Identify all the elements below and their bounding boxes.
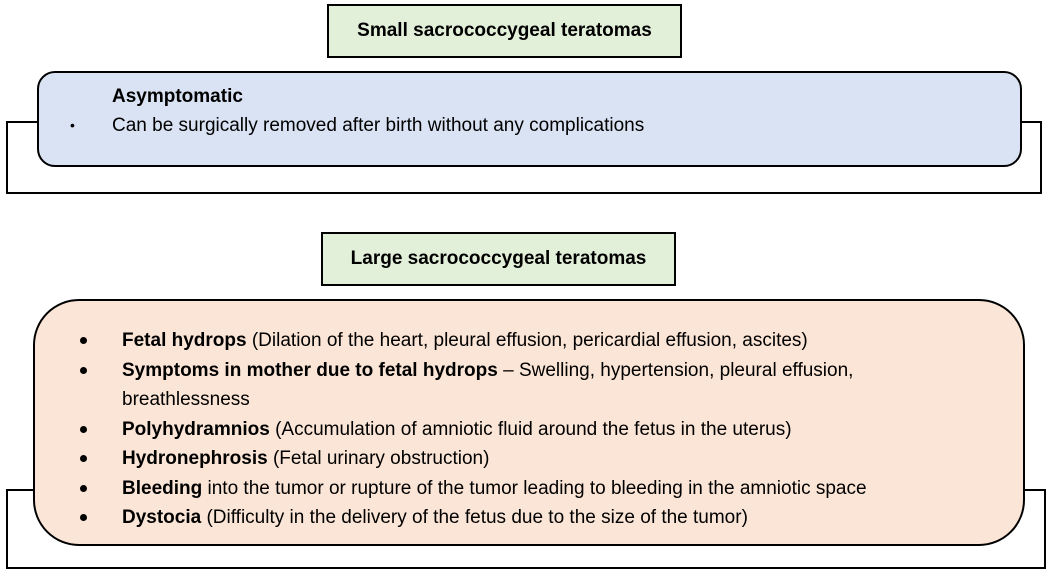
bullet-icon bbox=[80, 514, 87, 521]
bullet-icon bbox=[80, 485, 87, 492]
bullet-icon bbox=[80, 367, 87, 374]
list-item-continuation: breathlessness bbox=[122, 389, 250, 410]
large-section-list bbox=[122, 326, 1002, 533]
small-section-title-text: Small sacrococcygeal teratomas bbox=[357, 20, 652, 41]
small-section-heading: Asymptomatic bbox=[112, 86, 243, 107]
list-item: Polyhydramnios (Accumulation of amniotic fluid around the fetus in the uterus) bbox=[122, 415, 1002, 445]
list-item: Fetal hydrops (Dilation of the heart, pleural effusion, pericardial effusion, ascites) bbox=[122, 326, 1002, 356]
large-section-title-text: Large sacrococcygeal teratomas bbox=[350, 248, 647, 269]
list-item: Symptoms in mother due to fetal hydrops – Swelling, hypertension, pleural effusion, bbox=[122, 356, 1002, 386]
small-section-title bbox=[327, 4, 682, 58]
list-item: Hydronephrosis (Fetal urinary obstruction) bbox=[122, 444, 1002, 474]
bullet-icon bbox=[80, 426, 87, 433]
list-item: Dystocia (Difficulty in the delivery of the fetus due to the size of the tumor) bbox=[122, 503, 1002, 533]
large-section-title bbox=[321, 232, 676, 286]
small-section-bullet: • bbox=[70, 117, 75, 133]
list-item: Bleeding into the tumor or rupture of the tumor leading to bleeding in the amniotic space bbox=[122, 474, 1002, 504]
bullet-icon bbox=[80, 455, 87, 462]
small-section-item: Can be surgically removed after birth without any complications bbox=[112, 115, 645, 136]
bullet-icon bbox=[80, 337, 87, 344]
